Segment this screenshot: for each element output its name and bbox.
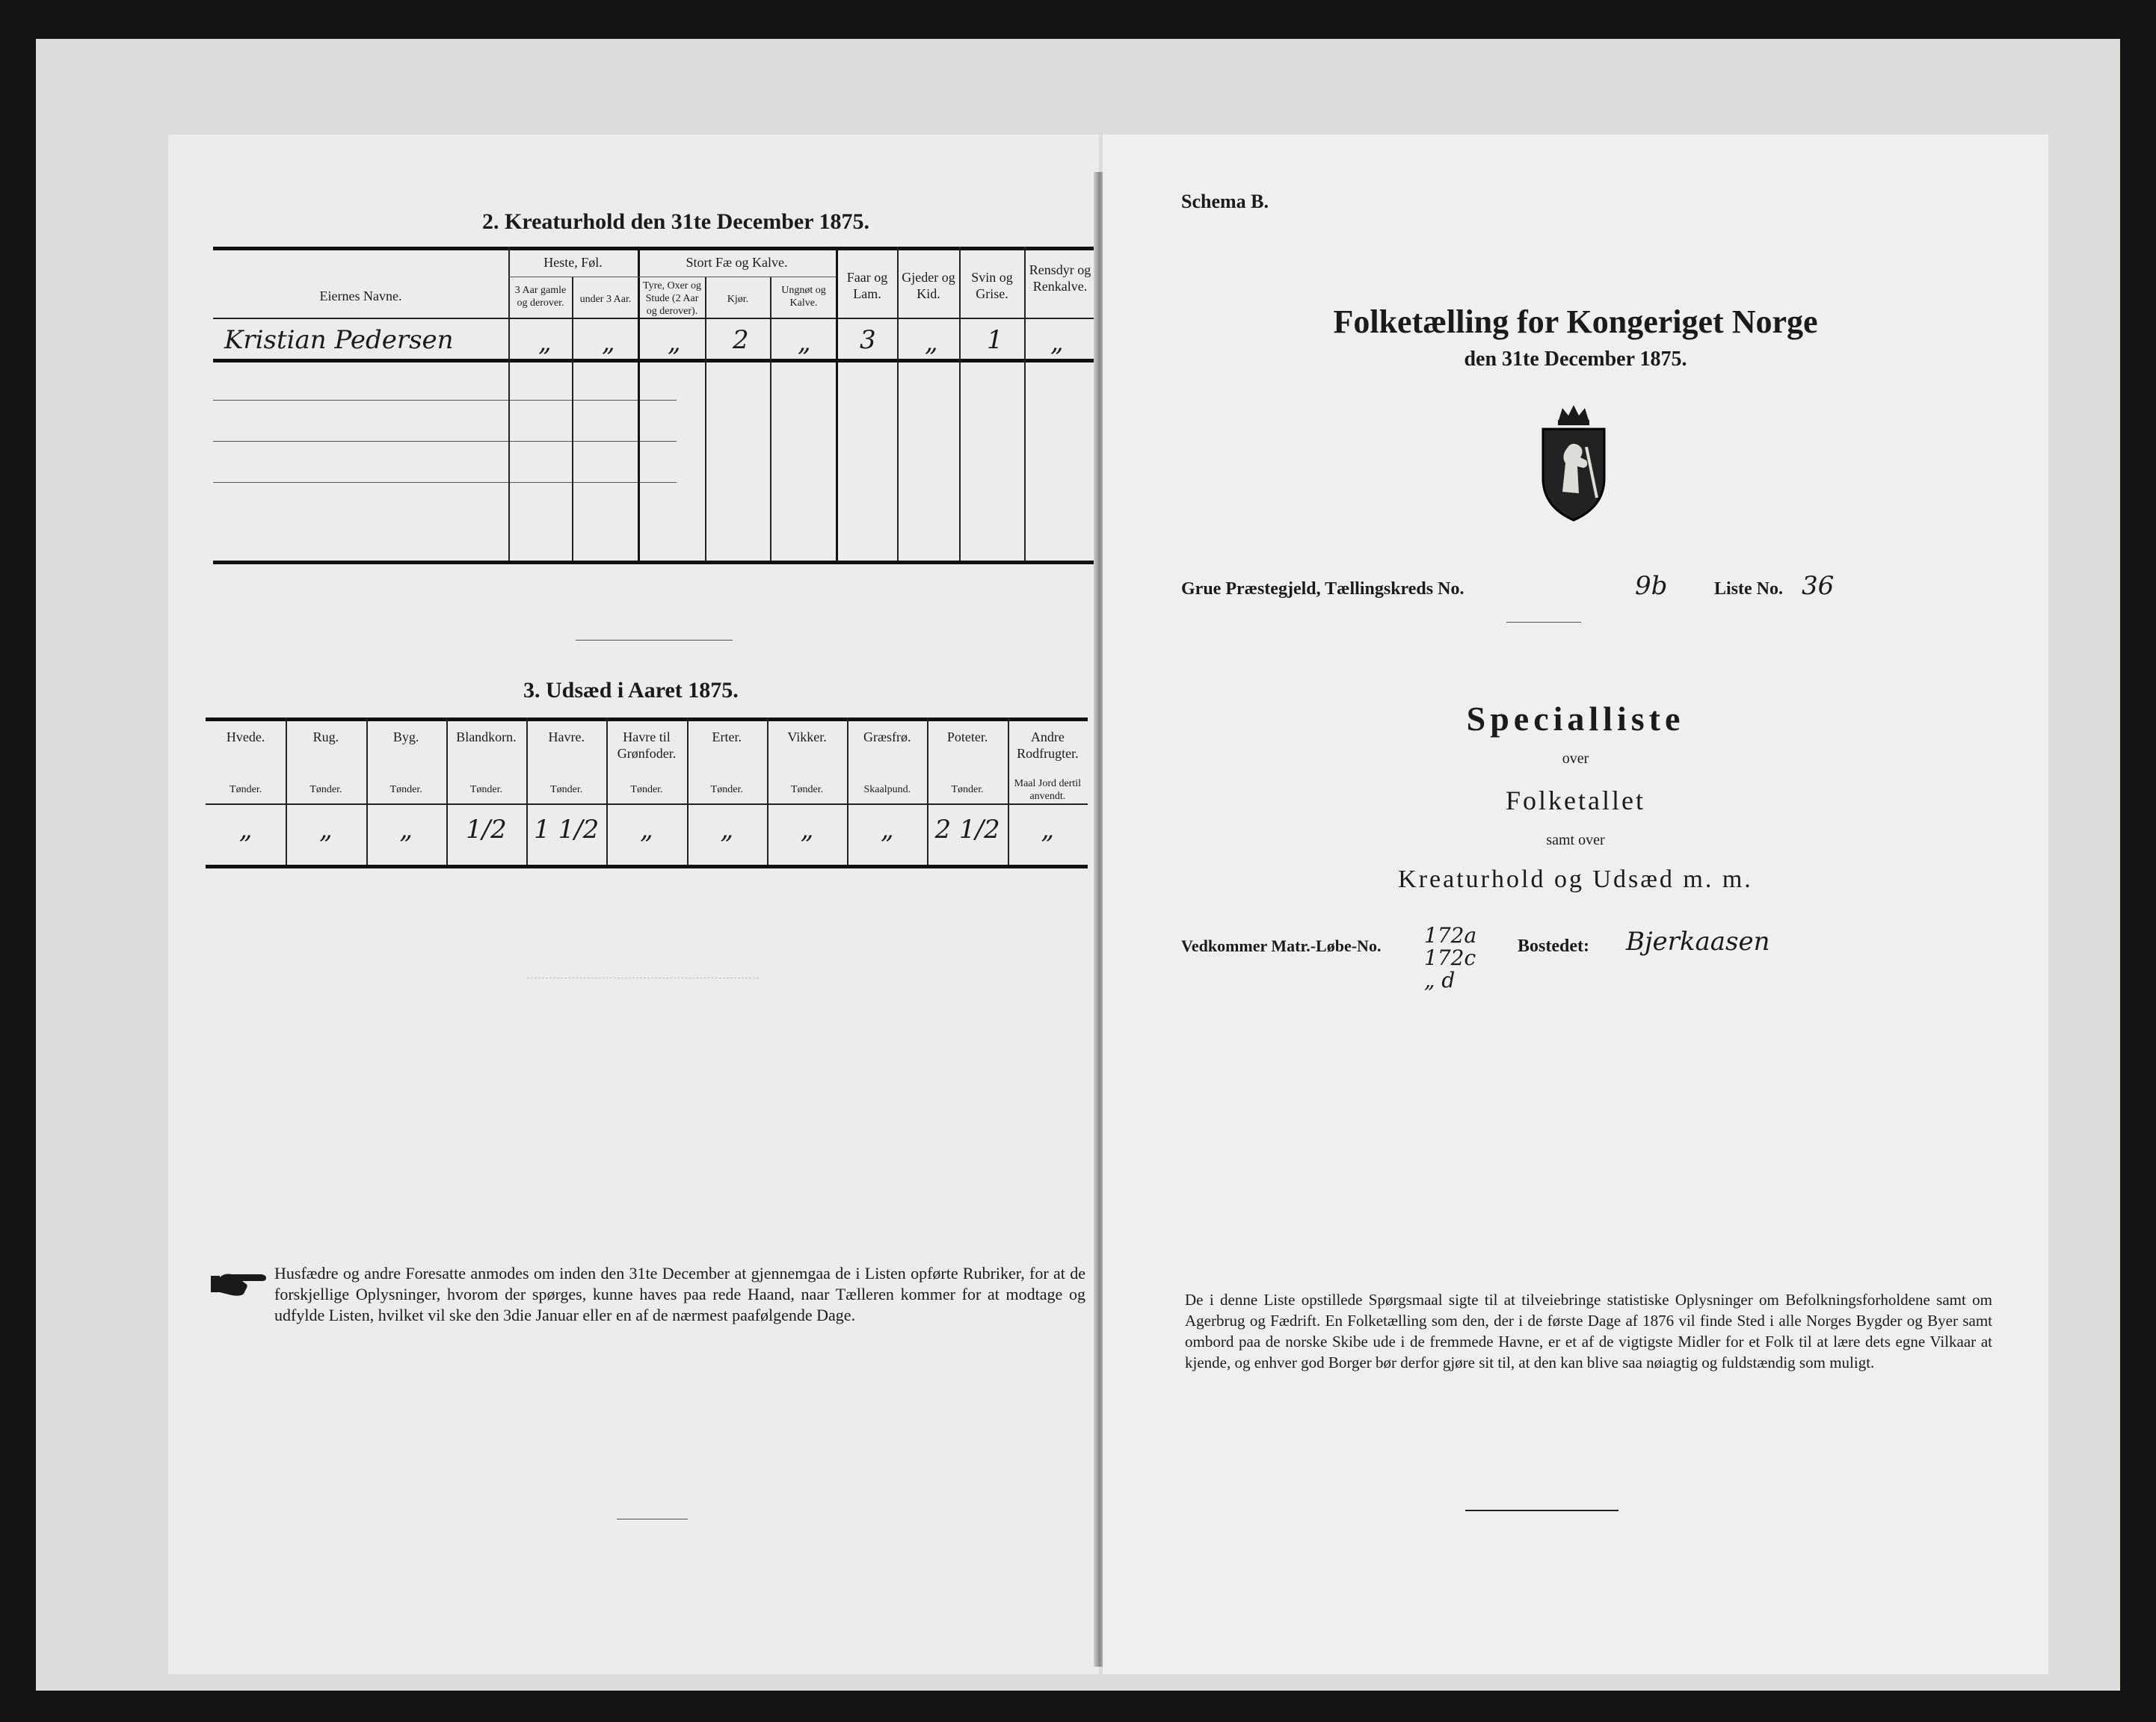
seed-header: Græsfrø. bbox=[863, 729, 911, 744]
bosted-label: Bostedet: bbox=[1518, 936, 1589, 956]
seed-header: Blandkorn. bbox=[456, 729, 517, 744]
seed-header: Hvede. bbox=[226, 729, 265, 744]
divider-short bbox=[1506, 622, 1581, 623]
footnote-text: Husfædre og andre Foresatte anmodes om inden den 31te December at gjennemgaa de i Listen opførte Rubriker, for at de forskjellige Oplysninger, hvorom der spørges, kunne haves paa rede Haand, naar Tælleren kommer for at modtage og udfylde Listen, hvilket vil ske den 3die Januar eller en af de nærmest paafølgende Dage. bbox=[274, 1264, 1085, 1324]
seed-unit: Tønder. bbox=[309, 784, 342, 795]
stort-header: Stort Fæ og Kalve. bbox=[686, 255, 788, 270]
bottom-divider bbox=[1465, 1510, 1618, 1511]
separator-line bbox=[576, 640, 733, 641]
gjeder-header: Gjeder og Kid. bbox=[902, 270, 955, 301]
tyre-header: Tyre, Oxer og Stude (2 Aar og derover). bbox=[643, 280, 701, 317]
seed-value: 1/2 bbox=[466, 815, 507, 845]
heste-old-header: 3 Aar gamle og derover. bbox=[514, 285, 567, 309]
kjor-value: 2 bbox=[733, 325, 749, 355]
seed-unit: Tønder. bbox=[550, 784, 583, 795]
district-number: 9b bbox=[1635, 571, 1668, 601]
heste-header: Heste, Føl. bbox=[543, 255, 603, 270]
seed-unit: Tønder. bbox=[710, 784, 743, 795]
kreaturhold-text: Kreaturhold og Udsæd m. m. bbox=[1398, 865, 1753, 893]
census-title: Folketælling for Kongeriget Norge bbox=[1333, 303, 1818, 340]
seed-header: Havre til Grønfoder. bbox=[617, 729, 677, 761]
seed-section-title: 3. Udsæd i Aaret 1875. bbox=[523, 678, 739, 703]
seed-unit: Tønder. bbox=[230, 784, 262, 795]
matr-value-1: 172a bbox=[1424, 923, 1477, 948]
seed-value: „ bbox=[238, 815, 253, 845]
matr-value-2: 172c bbox=[1424, 945, 1476, 970]
specialliste-heading: Specialliste bbox=[1466, 700, 1685, 738]
samt-over-text: samt over bbox=[1546, 832, 1605, 848]
faar-value: 3 bbox=[860, 325, 876, 355]
seed-header: Havre. bbox=[548, 729, 585, 744]
tyre-value: „ bbox=[668, 327, 681, 357]
seed-unit: Tønder. bbox=[630, 784, 663, 795]
bosted-value: Bjerkaasen bbox=[1626, 927, 1770, 957]
over-text: over bbox=[1562, 750, 1589, 767]
right-page bbox=[1103, 135, 2048, 1674]
seed-value: „ bbox=[319, 815, 333, 845]
schema-label: Schema B. bbox=[1181, 191, 1269, 212]
seed-unit: Maal Jord dertil anvendt. bbox=[1014, 778, 1082, 802]
seed-value: 2 1/2 bbox=[934, 815, 1000, 845]
seed-unit: Skaalpund. bbox=[863, 784, 911, 795]
seed-header: Erter. bbox=[712, 729, 742, 744]
seed-value: „ bbox=[399, 815, 413, 845]
folketallet-text: Folketallet bbox=[1506, 786, 1645, 815]
faar-header: Faar og Lam. bbox=[846, 270, 888, 301]
rensdyr-value: „ bbox=[1050, 327, 1064, 357]
seed-unit: Tønder. bbox=[790, 784, 824, 795]
seed-value: „ bbox=[1041, 815, 1055, 845]
gjeder-value: „ bbox=[925, 327, 938, 357]
seed-value: 1 1/2 bbox=[534, 815, 600, 845]
ungnot-value: „ bbox=[798, 327, 811, 357]
left-page bbox=[168, 135, 1099, 1674]
seed-value: „ bbox=[720, 815, 734, 845]
owner-name: Kristian Pedersen bbox=[224, 325, 454, 355]
census-date: den 31te December 1875. bbox=[1464, 348, 1687, 371]
pointing-hand-icon bbox=[209, 1267, 268, 1300]
seed-unit: Tønder. bbox=[389, 784, 422, 795]
seed-header: Byg. bbox=[392, 729, 419, 744]
seed-header: Poteter. bbox=[946, 729, 988, 744]
matr-value-3: „ d bbox=[1424, 968, 1456, 993]
seed-value: „ bbox=[880, 815, 894, 845]
liste-number: 36 bbox=[1802, 571, 1835, 601]
seed-header: Rug. bbox=[312, 729, 339, 744]
liste-label: Liste No. bbox=[1714, 579, 1783, 599]
seed-unit: Tønder. bbox=[469, 784, 503, 795]
kjor-header: Kjør. bbox=[727, 294, 749, 305]
seed-value: „ bbox=[640, 815, 653, 845]
svin-value: 1 bbox=[987, 325, 1003, 355]
ungnot-header: Ungnøt og Kalve. bbox=[781, 285, 826, 309]
heste-young-header: under 3 Aar. bbox=[579, 294, 632, 305]
rensdyr-header: Rensdyr og Renkalve. bbox=[1029, 262, 1091, 294]
seed-header: Andre Rodfrugter. bbox=[1017, 729, 1079, 761]
seed-unit: Tønder. bbox=[951, 784, 984, 795]
heste-old-value: „ bbox=[538, 327, 552, 357]
heste-young-value: „ bbox=[602, 327, 615, 357]
svin-header: Svin og Grise. bbox=[971, 270, 1013, 301]
norwegian-coat-of-arms-icon bbox=[1533, 404, 1615, 523]
owner-header: Eiernes Navne. bbox=[319, 288, 402, 303]
matr-label: Vedkommer Matr.-Løbe-No. bbox=[1181, 936, 1382, 955]
livestock-section-title: 2. Kreaturhold den 31te December 1875. bbox=[482, 209, 869, 234]
parish-line: Grue Præstegjeld, Tællingskreds No. bbox=[1181, 579, 1464, 599]
seed-value: „ bbox=[800, 815, 814, 845]
seed-header: Vikker. bbox=[787, 729, 827, 744]
explanation-text: De i denne Liste opstillede Spørgsmaal sigte til at tilveiebringe statistiske Oplysninger om Befolkningsforholdene samt om Agerbrug og Fædrift. En Folketælling som den, der i de første Dage af 1876 vil finde Sted i alle Norges Bygder og Byer samt ombord paa de norske Skibe ude i de fremmede Havne, er et af de vigtigste Midler for et Folk til at lære dets egne Vilkaar at kjende, og enhver god Borger bør derfor gjøre sit til, at den kan blive saa nøiagtig og fuldstændig som muligt. bbox=[1185, 1291, 1992, 1371]
